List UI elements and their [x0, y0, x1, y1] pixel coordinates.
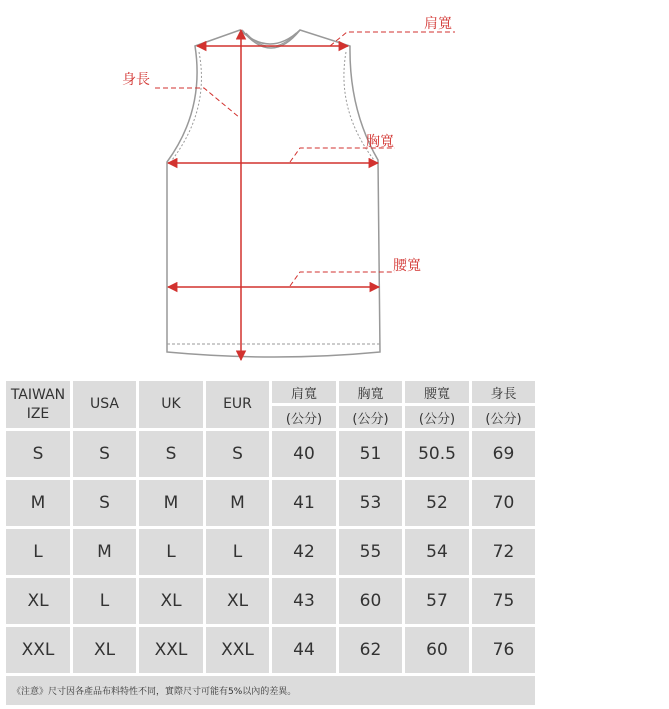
- cell-uk: XXL: [139, 627, 203, 673]
- cell-uk: M: [139, 480, 203, 526]
- cell-length: 75: [472, 578, 535, 624]
- cell-taiwan: S: [6, 431, 70, 477]
- cell-shoulder: 44: [272, 627, 336, 673]
- cell-length: 70: [472, 480, 535, 526]
- cell-usa: M: [73, 529, 136, 575]
- header-uk: UK: [139, 381, 203, 428]
- cell-eur: XL: [206, 578, 269, 624]
- cell-uk: S: [139, 431, 203, 477]
- cell-taiwan: M: [6, 480, 70, 526]
- cell-chest: 60: [339, 578, 402, 624]
- cell-length: 76: [472, 627, 535, 673]
- cell-chest: 62: [339, 627, 402, 673]
- header-waist: 腰寬: [405, 381, 469, 403]
- label-shoulder: 肩寬: [424, 16, 452, 32]
- header-chest: 胸寬: [339, 381, 402, 403]
- unit-label: (公分): [405, 406, 469, 428]
- cell-shoulder: 43: [272, 578, 336, 624]
- unit-label: (公分): [272, 406, 336, 428]
- header-shoulder: 肩寬: [272, 381, 336, 403]
- cell-length: 69: [472, 431, 535, 477]
- cell-chest: 53: [339, 480, 402, 526]
- unit-label: (公分): [472, 406, 535, 428]
- garment-outline: [167, 30, 380, 357]
- size-note: 《注意》尺寸因各產品布料特性不同，實際尺寸可能有5%以內的差異。: [6, 676, 535, 705]
- cell-usa: S: [73, 480, 136, 526]
- cell-usa: L: [73, 578, 136, 624]
- label-length: 身長: [122, 72, 150, 88]
- header-usa: USA: [73, 381, 136, 428]
- unit-label: (公分): [339, 406, 402, 428]
- table-row: [6, 431, 535, 477]
- cell-waist: 60: [405, 627, 469, 673]
- label-chest: 胸寬: [366, 134, 394, 150]
- cell-taiwan: L: [6, 529, 70, 575]
- cell-eur: S: [206, 431, 269, 477]
- cell-shoulder: 41: [272, 480, 336, 526]
- cell-eur: M: [206, 480, 269, 526]
- cell-eur: XXL: [206, 627, 269, 673]
- note-row: [6, 676, 535, 705]
- cell-uk: L: [139, 529, 203, 575]
- cell-chest: 55: [339, 529, 402, 575]
- cell-usa: XL: [73, 627, 136, 673]
- table-row: [6, 529, 535, 575]
- table-row: [6, 627, 535, 673]
- size-chart-table: [3, 378, 538, 708]
- cell-waist: 54: [405, 529, 469, 575]
- table-row: [6, 480, 535, 526]
- cell-taiwan: XXL: [6, 627, 70, 673]
- cell-shoulder: 40: [272, 431, 336, 477]
- cell-usa: S: [73, 431, 136, 477]
- cell-waist: 52: [405, 480, 469, 526]
- cell-chest: 51: [339, 431, 402, 477]
- cell-eur: L: [206, 529, 269, 575]
- cell-shoulder: 42: [272, 529, 336, 575]
- cell-waist: 57: [405, 578, 469, 624]
- label-waist: 腰寬: [393, 258, 421, 274]
- header-taiwan-size: TAIWAN IZE: [6, 381, 70, 428]
- cell-uk: XL: [139, 578, 203, 624]
- cell-length: 72: [472, 529, 535, 575]
- header-eur: EUR: [206, 381, 269, 428]
- header-row: [6, 381, 535, 403]
- header-length: 身長: [472, 381, 535, 403]
- table-row: [6, 578, 535, 624]
- cell-waist: 50.5: [405, 431, 469, 477]
- cell-taiwan: XL: [6, 578, 70, 624]
